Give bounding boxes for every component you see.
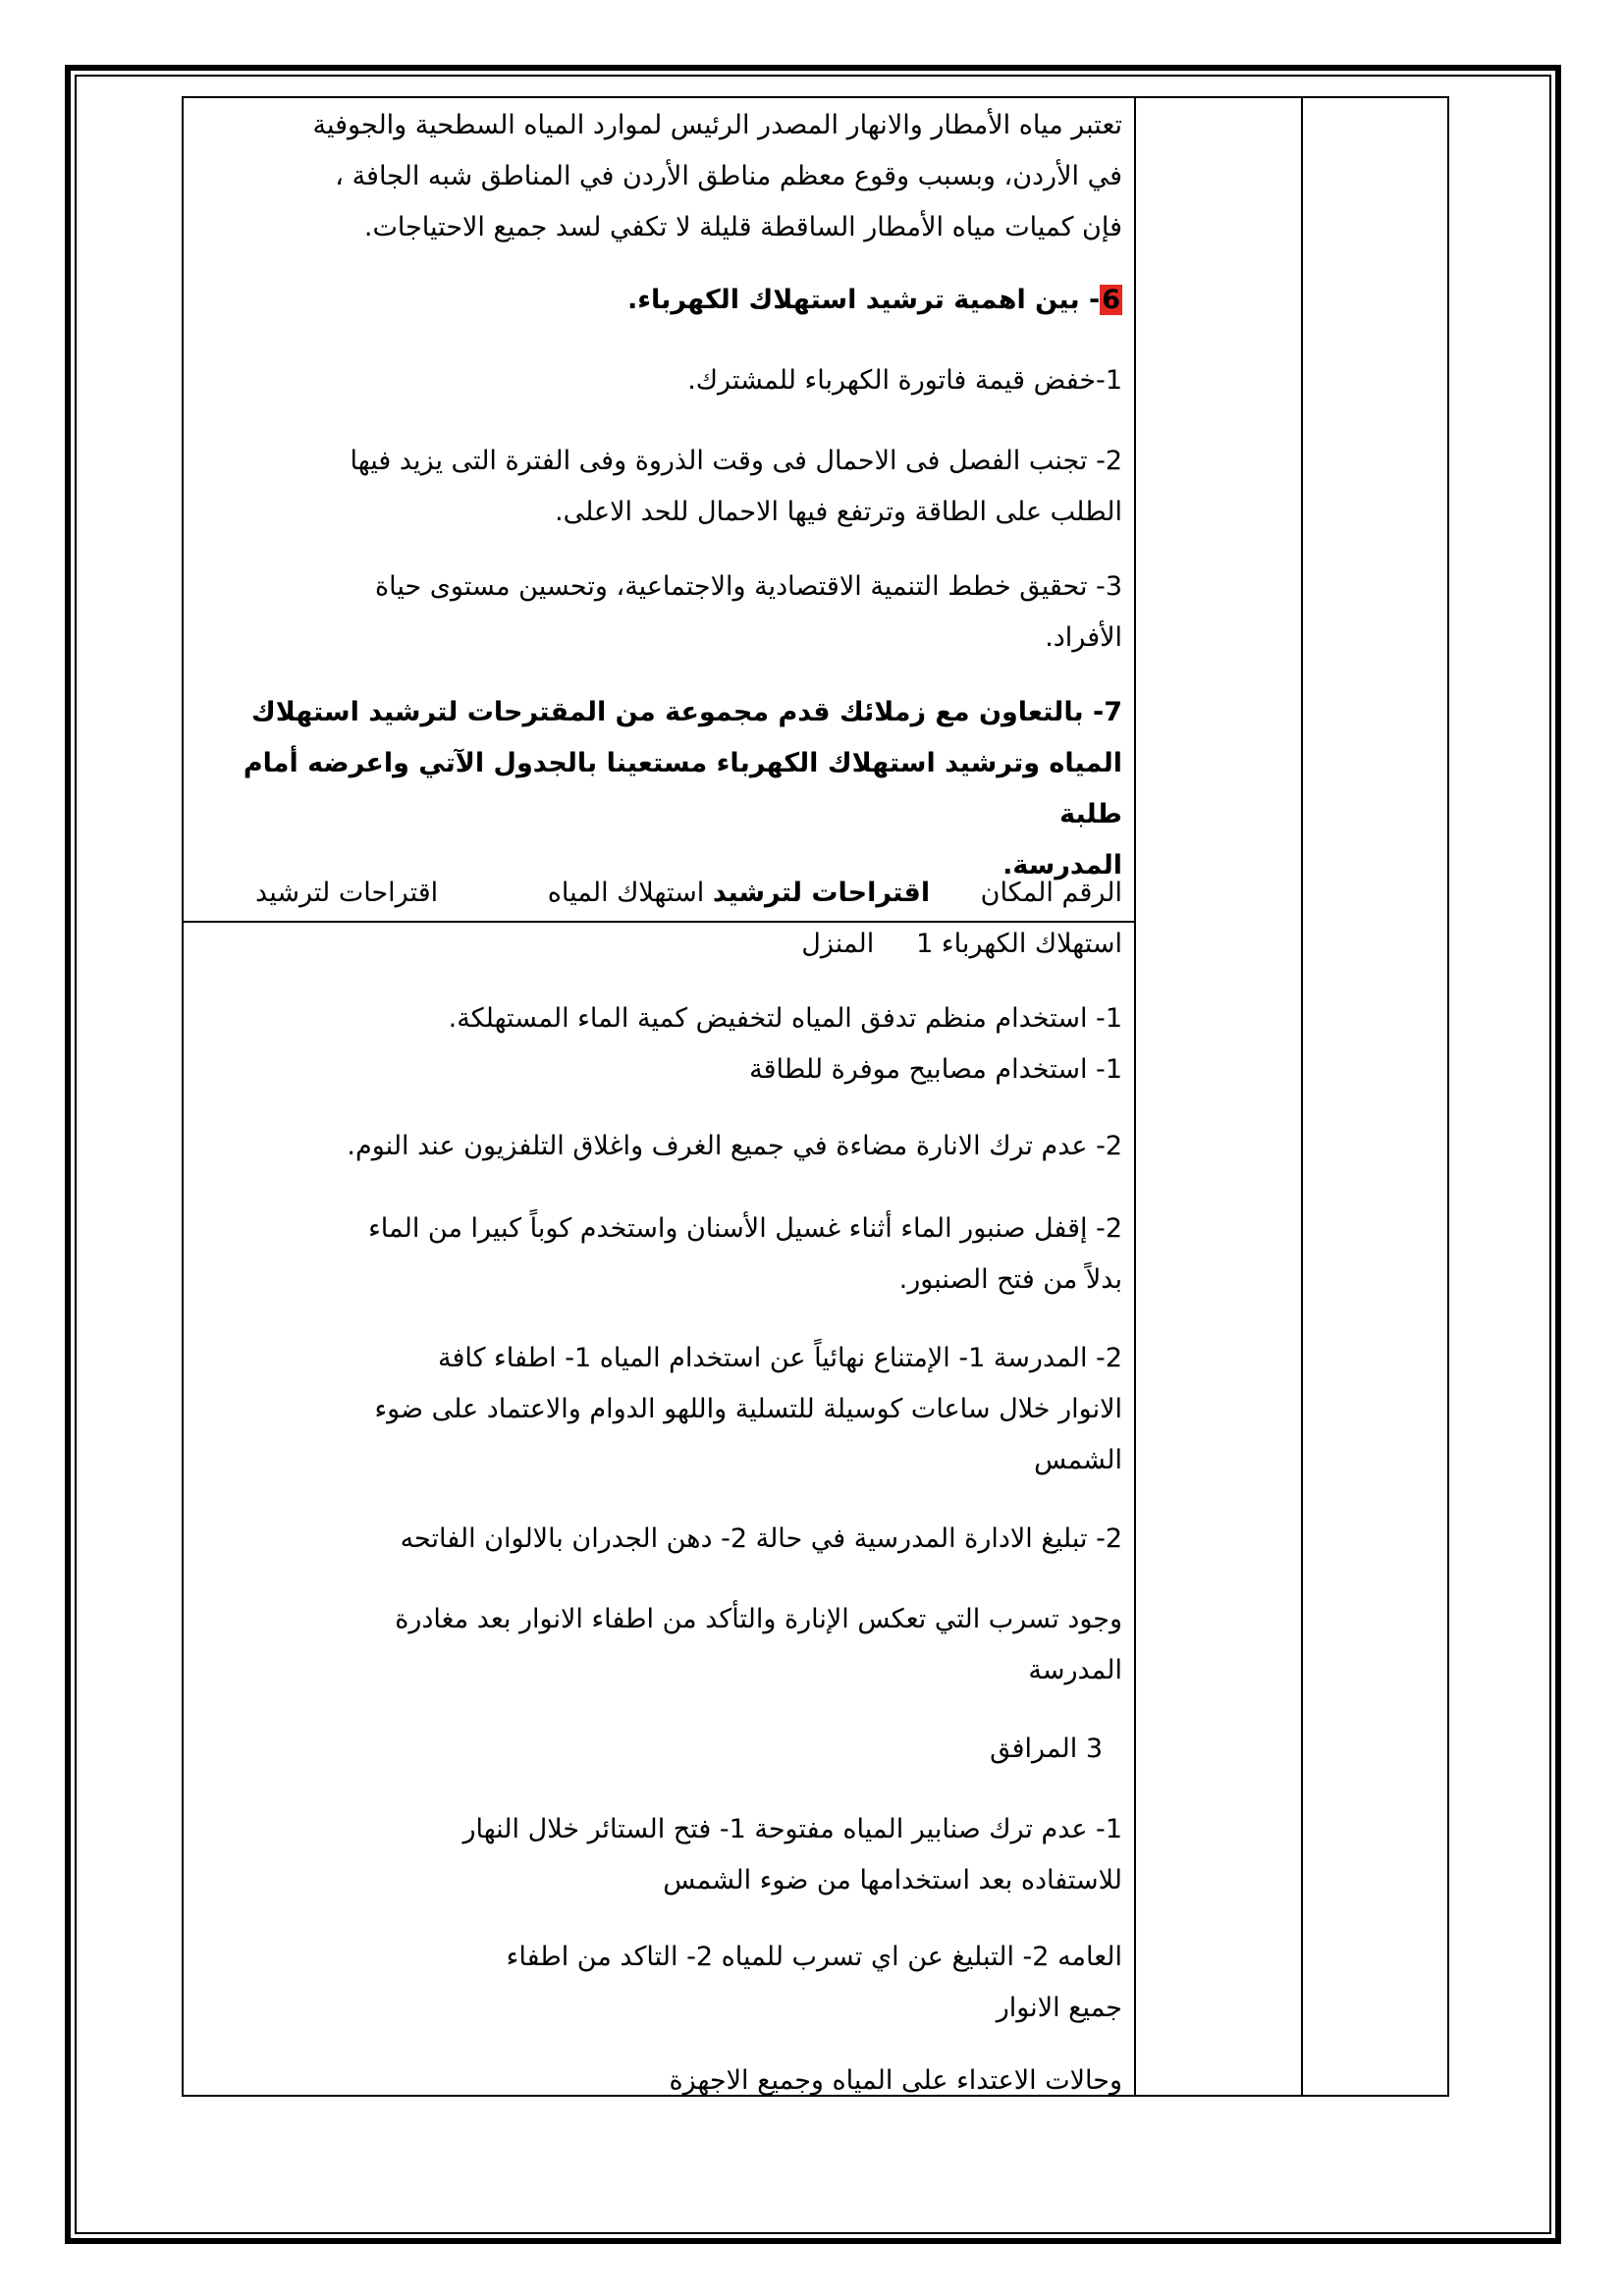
header-water: استهلاك المياه (547, 878, 705, 908)
school-line: المدرسة (1028, 1655, 1122, 1685)
answer-3 (196, 561, 1122, 664)
facilities-line: للاستفاده بعد استخدامها من ضوء الشمس (663, 1865, 1122, 1896)
school-line: الانوار خلال ساعات كوسيلة للتسلية واللهو الدوام والاعتماد على ضوء (374, 1394, 1122, 1424)
place-home: المنزل (801, 929, 875, 959)
facilities-title (196, 1724, 1122, 1775)
suggestion-line: 1- استخدام مصابيح موفرة للطاقة (749, 1054, 1122, 1085)
suggestion-line: بدلاً من فتح الصنبور. (898, 1264, 1122, 1295)
question-7-line: المدرسة. (1002, 850, 1122, 881)
header-number-place: الرقم المكان (980, 878, 1122, 908)
suggestion-line: 1- استخدام منظم تدفق المياه لتخفيض كمية الماء المستهلكة. (448, 1003, 1122, 1034)
school-row-3 (196, 1594, 1122, 1696)
answer-line: 1-خفض قيمة فاتورة الكهرباء للمشترك. (687, 365, 1122, 396)
facilities-row (196, 1804, 1122, 1906)
facilities-row-3 (196, 2056, 1122, 2107)
intro-line: فإن كميات مياه الأمطار الساقطة قليلة لا تكفي لسد جميع الاحتياجات. (363, 212, 1122, 242)
table-header-row (196, 868, 1122, 970)
intro-paragraph (196, 100, 1122, 253)
home-suggestions (196, 993, 1122, 1095)
answer-line: الطلب على الطاقة وترتفع فيها الاحمال للحد الاعلى. (554, 497, 1122, 527)
question-7-line: المياه وترشيد استهلاك الكهرباء مستعينا بالجدول الآتي واعرضه أمام طلبة (243, 748, 1122, 829)
school-line: الشمس (1034, 1445, 1122, 1475)
question-7 (196, 687, 1122, 891)
school-line: 2- المدرسة 1- الإمتناع نهائياً عن استخدام المياه 1- اطفاء كافة (438, 1343, 1122, 1373)
suggestion-line: 2- إقفل صنبور الماء أثناء غسيل الأسنان واستخدم كوباً كبيرا من الماء (368, 1213, 1122, 1244)
question-number-highlight: 6 (1102, 285, 1120, 315)
school-line: 2- تبليغ الادارة المدرسية في حالة 2- دهن الجدران بالالوان الفاتحه (400, 1523, 1122, 1554)
facilities-row-2 (196, 1932, 1122, 2034)
question-6-text: - بين اهمية ترشيد استهلاك الكهرباء. (627, 285, 1101, 315)
school-row-2 (196, 1514, 1122, 1565)
facilities-line: العامه 2- التبليغ عن اي تسرب للمياه 2- التاكد من اطفاء (506, 1942, 1122, 1972)
header-suggestions-bold: اقتراحات لترشيد (712, 878, 931, 908)
suggestion-line: 2- عدم ترك الانارة مضاءة في جميع الغرف واغلاق التلفزيون عند النوم. (347, 1131, 1122, 1161)
answer-line: 2- تجنب الفصل فى الاحمال فى وقت الذروة وفى الفترة التى يزيد فيها (350, 446, 1122, 476)
school-row (196, 1333, 1122, 1486)
facilities-line: وحالات الاعتداء على المياه وجميع الاجهزة (669, 2065, 1122, 2096)
home-suggestion-4 (196, 1203, 1122, 1306)
facilities-line: جميع الانوار (996, 1993, 1122, 2023)
intro-line: تعتبر مياه الأمطار والانهار المصدر الرئيس لموارد المياه السطحية والجوفية (312, 110, 1122, 140)
question-7-line: 7- بالتعاون مع زملائك قدم مجموعة من المقترحات لترشيد استهلاك (250, 697, 1122, 727)
header-suggestions-2: اقتراحات لترشيد (255, 878, 439, 908)
header-electricity: استهلاك الكهرباء (941, 929, 1122, 959)
question-6 (196, 275, 1122, 326)
column-divider-1 (1134, 96, 1136, 2097)
intro-line: في الأردن، وبسبب وقوع معظم مناطق الأردن في المناطق شبه الجافة ، (335, 161, 1122, 191)
answer-2 (196, 436, 1122, 538)
school-line: وجود تسرب التي تعكس الإنارة والتأكد من اطفاء الانوار بعد مغادرة (395, 1604, 1122, 1634)
answer-1 (196, 355, 1122, 406)
column-divider-2 (1301, 96, 1303, 2097)
facilities-label: 3 المرافق (990, 1734, 1103, 1764)
row-number-1: 1 (916, 929, 934, 959)
facilities-line: 1- عدم ترك صنابير المياه مفتوحة 1- فتح الستائر خلال النهار (462, 1814, 1122, 1844)
home-suggestion-3 (196, 1121, 1122, 1172)
answer-line: 3- تحقيق خطط التنمية الاقتصادية والاجتماعية، وتحسين مستوى حياة (374, 571, 1122, 602)
answer-line: الأفراد. (1045, 622, 1122, 653)
